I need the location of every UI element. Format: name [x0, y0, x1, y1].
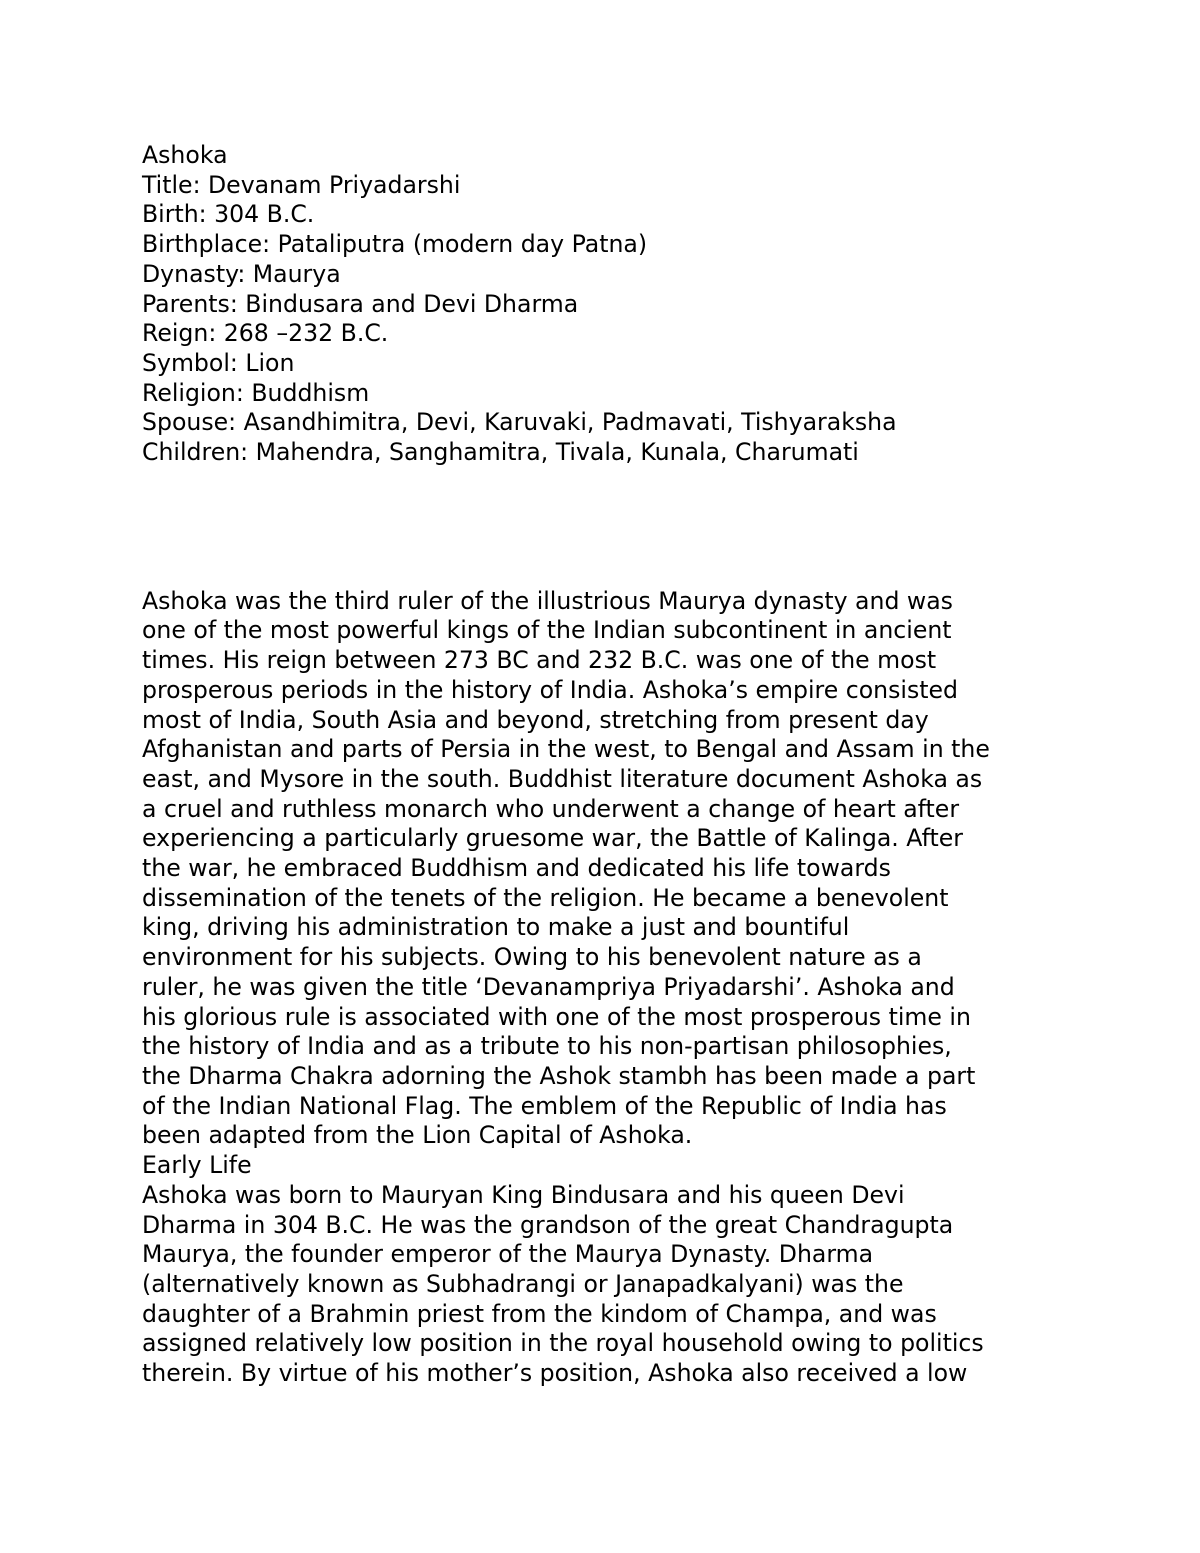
paragraph-line: Afghanistan and parts of Persia in the west, to Bengal and Assam in the [142, 735, 990, 764]
paragraph-line: experiencing a particularly gruesome war, the Battle of Kalinga. After [142, 824, 963, 853]
paragraph-line: dissemination of the tenets of the religion. He became a benevolent [142, 883, 949, 912]
paragraph-line: therein. By virtue of his mother’s position, Ashoka also received a low [142, 1359, 968, 1388]
paragraph-line: (alternatively known as Subhadrangi or Janapadkalyani) was the [142, 1269, 904, 1298]
fact-spouse: Spouse: Asandhimitra, Devi, Karuvaki, Padmavati, Tishyaraksha [142, 408, 897, 437]
document-title: Ashoka [142, 141, 228, 169]
paragraph-line: king, driving his administration to make a just and bountiful [142, 913, 850, 942]
fact-children: Children: Mahendra, Sanghamitra, Tivala, Kunala, Charumati [142, 438, 859, 467]
paragraph-line: daughter of a Brahmin priest from the kindom of Champa, and was [142, 1299, 937, 1328]
fact-dynasty: Dynasty: Maurya [142, 259, 341, 288]
paragraph-line: the Dharma Chakra adorning the Ashok stambh has been made a part [142, 1061, 976, 1090]
paragraph-line: one of the most powerful kings of the Indian subcontinent in ancient [142, 616, 952, 645]
paragraph-line: assigned relatively low position in the royal household owing to politics [142, 1329, 984, 1358]
paragraph-line: prosperous periods in the history of India. Ashoka’s empire consisted [142, 675, 958, 704]
paragraph-line: his glorious rule is associated with one of the most prosperous time in [142, 1002, 971, 1031]
fact-birth: Birth: 304 B.C. [142, 200, 315, 229]
early-life-paragraph [142, 1181, 1072, 1389]
paragraph-line: Dharma in 304 B.C. He was the grandson of the great Chandragupta [142, 1210, 954, 1239]
paragraph-line: Ashoka was born to Mauryan King Bindusara and his queen Devi [142, 1180, 905, 1209]
paragraph-line: ruler, he was given the title ‘Devanampriya Priyadarshi’. Ashoka and [142, 972, 955, 1001]
fact-parents: Parents: Bindusara and Devi Dharma [142, 289, 579, 318]
fact-religion: Religion: Buddhism [142, 378, 370, 407]
paragraph-line: times. His reign between 273 BC and 232 B.C. was one of the most [142, 646, 937, 675]
paragraph-line: Maurya, the founder emperor of the Maurya Dynasty. Dharma [142, 1240, 874, 1269]
section-heading-early-life: Early Life [142, 1151, 252, 1180]
fact-list [142, 141, 1072, 468]
fact-birthplace: Birthplace: Pataliputra (modern day Patna) [142, 230, 648, 259]
fact-reign: Reign: 268 –232 B.C. [142, 319, 389, 348]
document-page [142, 141, 1072, 1389]
paragraph-line: the war, he embraced Buddhism and dedicated his life towards [142, 854, 891, 883]
fact-symbol: Symbol: Lion [142, 348, 295, 377]
paragraph-line: Ashoka was the third ruler of the illustrious Maurya dynasty and was [142, 586, 953, 615]
paragraph-line: environment for his subjects. Owing to his benevolent nature as a [142, 943, 922, 972]
paragraph-line: the history of India and as a tribute to his non-partisan philosophies, [142, 1032, 952, 1061]
paragraph-line: most of India, South Asia and beyond, stretching from present day [142, 705, 929, 734]
paragraph-line: a cruel and ruthless monarch who underwent a change of heart after [142, 794, 960, 823]
intro-paragraph [142, 587, 1072, 1151]
paragraph-line: of the Indian National Flag. The emblem of the Republic of India has [142, 1091, 947, 1120]
paragraph-line: east, and Mysore in the south. Buddhist literature document Ashoka as [142, 764, 983, 793]
paragraph-line: been adapted from the Lion Capital of Ashoka. [142, 1121, 693, 1150]
fact-title: Title: Devanam Priyadarshi [142, 170, 461, 199]
